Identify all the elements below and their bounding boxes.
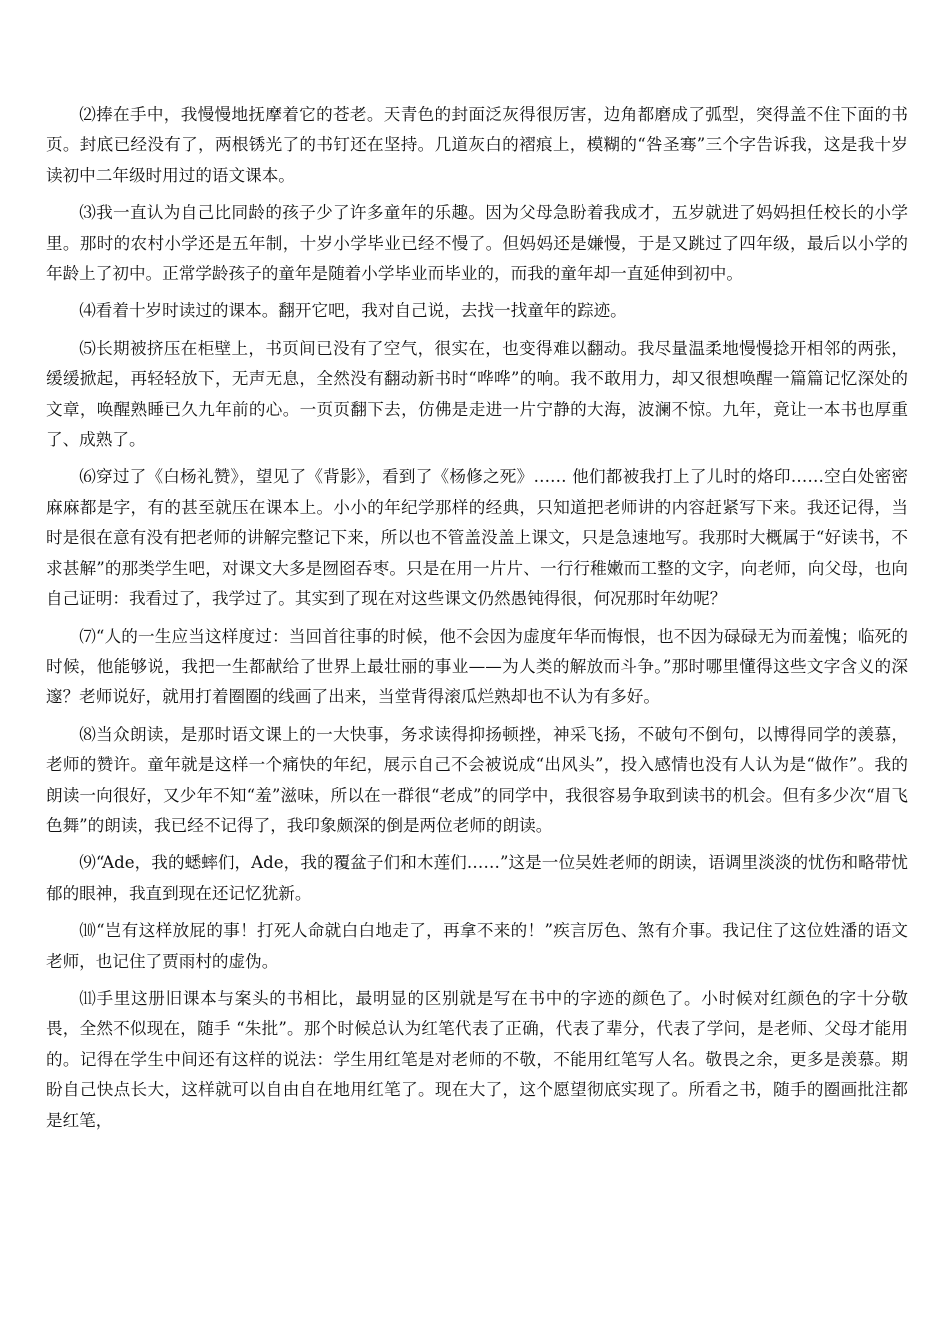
paragraph-11: ⑾手里这册旧课本与案头的书相比，最明显的区别就是写在书中的字迹的颜色了。小时候对红颜色的字十分敬畏，全然不似现在，随手 “朱批”。那个时候总认为红笔代表了正确，代表了辈分，代表了学问，是老师、父母才能用的。记得在学生中间还有这样的说法：学生用红笔是对老师的不敬，不能用红笔写人名。敬畏之余，更多是羡慕。期盼自己快点长大，这样就可以自由自在地用红笔了。现在大了，这个愿望彻底实现了。所看之书，随手的圈画批注都是红笔，	[46, 988, 908, 1130]
paragraph-9: ⑼“Ade，我的蟋蟀们，Ade，我的覆盆子们和木莲们……”这是一位吴姓老师的朗读，语调里淡淡的忧伤和略带忧郁的眼神，我直到现在还记忆犹新。	[46, 853, 908, 903]
paragraph-3: ⑶我一直认为自己比同龄的孩子少了许多童年的乐趣。因为父母急盼着我成才，五岁就进了妈妈担任校长的小学里。那时的农村小学还是五年制，十岁小学毕业已经不慢了。但妈妈还是嫌慢，于是又跳过了四年级，最后以小学的年龄上了初中。正常学龄孩子的童年是随着小学毕业而毕业的，而我的童年却一直延伸到初中。	[46, 203, 908, 284]
paragraph-2: ⑵捧在手中，我慢慢地抚摩着它的苍老。天青色的封面泛灰得很厉害，边角都磨成了弧型，突得盖不住下面的书页。封底已经没有了，两根锈光了的书钉还在坚持。几道灰白的褶痕上，模糊的“咎圣骞”三个字告诉我，这是我十岁读初中二年级时用过的语文课本。	[46, 105, 908, 185]
paragraph-6: ⑹穿过了《白杨礼赞》，望见了《背影》，看到了《杨修之死》…… 他们都被我打上了儿时的烙印……空白处密密麻麻都是字，有的甚至就压在课本上。小小的年纪学那样的经典，只知道把老师讲的内容赶紧写下来。我还记得，当时是很在意有没有把老师的讲解完整记下来，所以也不管盖没盖上课文，只是急速地写。我那时大概属于“好读书，不求甚解”的那类学生吧，对课文大多是囫囵吞枣。只是在用一片片、一行行稚嫩而工整的文字，向老师，向父母，也向自己证明：我看过了，我学过了。其实到了现在对这些课文仍然愚钝得很，何况那时年幼呢？	[46, 467, 908, 609]
document-page	[46, 100, 908, 1143]
paragraph-10: ⑽“岂有这样放屁的事！打死人命就白白地走了，再拿不来的！”疾言厉色、煞有介事。我记住了这位姓潘的语文老师，也记住了贾雨村的虚伪。	[46, 921, 908, 971]
paragraph-4: ⑷看着十岁时读过的课本。翻开它吧，我对自己说，去找一找童年的踪迹。	[79, 301, 627, 321]
paragraph-5: ⑸长期被挤压在柜壁上，书页间已没有了空气，很实在，也变得难以翻动。我尽量温柔地慢慢捻开相邻的两张，缓缓掀起，再轻轻放下，无声无息，全然没有翻动新书时“哗哗”的响。我不敢用力，却又很想唤醒一篇篇记忆深处的文章，唤醒熟睡已久九年前的心。一页页翻下去，仿佛是走进一片宁静的大海，波澜不惊。九年，竟让一本书也厚重了、成熟了。	[46, 338, 908, 450]
paragraph-7: ⑺“人的一生应当这样度过：当回首往事的时候，他不会因为虚度年华而悔恨，也不因为碌碌无为而羞愧；临死的时候，他能够说，我把一生都献给了世界上最壮丽的事业——为人类的解放而斗争。”那时哪里懂得这些文字含义的深邃？老师说好，就用打着圈圈的线画了出来，当堂背得滚瓜烂熟却也不认为有多好。	[46, 626, 908, 707]
paragraph-8: ⑻当众朗读，是那时语文课上的一大快事，务求读得抑扬顿挫，神采飞扬，不破句不倒句，以博得同学的羡慕，老师的赞许。童年就是这样一个痛快的年纪，展示自己不会被说成“出风头”，投入感情也没有人认为是“做作”。我的朗读一向很好，又少年不知“羞”滋味，所以在一群很“老成”的同学中，我很容易争取到读书的机会。但有多少次“眉飞色舞”的朗读，我已经不记得了，我印象颇深的倒是两位老师的朗读。	[46, 724, 908, 835]
